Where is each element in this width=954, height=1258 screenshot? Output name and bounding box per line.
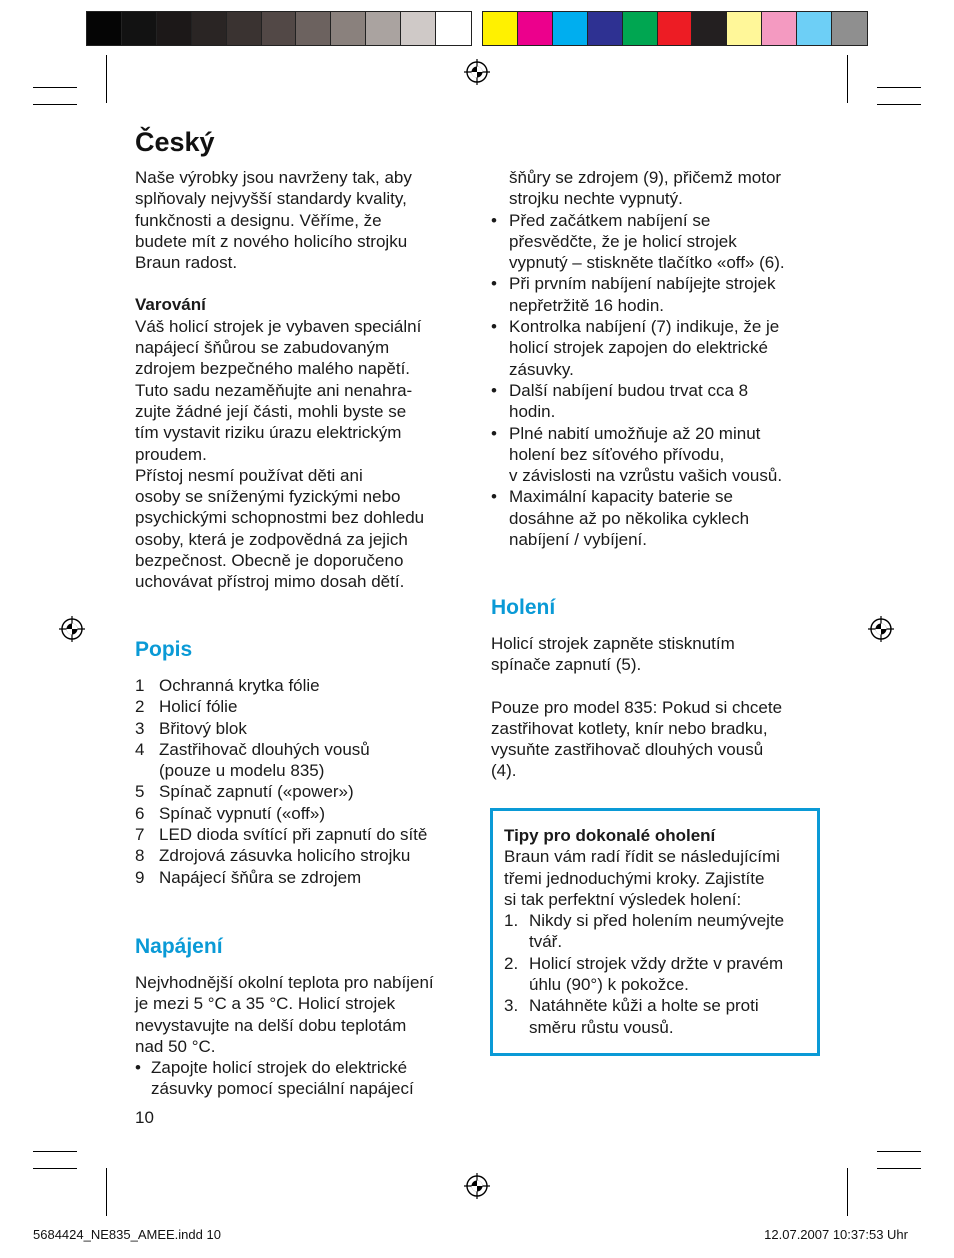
list-item-text (509, 210, 785, 274)
registration-mark-icon (464, 59, 490, 85)
text-line: Holicí strojek vždy držte v pravém (529, 953, 784, 973)
text-line: nepřetržitě 16 hodin. (509, 295, 664, 315)
page-number: 10 (135, 1108, 154, 1127)
crop-mark (33, 1168, 77, 1169)
text-line: psychickými schopnostmi bez dohledu (135, 508, 425, 528)
bullet-glyph: • (491, 487, 497, 507)
item-text (159, 845, 410, 866)
parts-list (135, 675, 475, 888)
text-line: Napájecí šňůra se zdrojem (159, 867, 362, 887)
text-line: Spínač vypnutí («off») (159, 803, 326, 823)
text-line: holení bez síťového přívodu, (509, 444, 725, 464)
item-number: 1 (135, 676, 145, 695)
tips-box (490, 808, 820, 1056)
color-swatch (296, 12, 331, 45)
registration-mark-icon (59, 616, 85, 642)
text-line: šňůry se zdrojem (9), přičemž motor (509, 168, 782, 187)
bullet-glyph: • (491, 274, 497, 294)
text-line: nevystavujte na delší dobu teplotám (135, 1015, 407, 1035)
text-line: Natáhněte kůži a holte se proti (529, 996, 759, 1016)
footer-timestamp: 12.07.2007 10:37:53 Uhr (764, 1227, 908, 1242)
text-line: Břitový blok (159, 718, 247, 738)
list-item-text (509, 486, 749, 550)
list-item (504, 910, 807, 953)
item-text (159, 739, 370, 782)
text-line: (4). (491, 761, 517, 781)
popis-heading: Popis (135, 638, 193, 661)
text-line: Další nabíjení budou trvat cca 8 (509, 380, 749, 400)
list-item-text (509, 423, 782, 487)
item-number: 5 (135, 782, 145, 802)
crop-mark (877, 87, 921, 88)
item-number: 8 (135, 846, 145, 866)
text-line: Braun vám radí řídit se následujícími (504, 847, 780, 867)
list-item (135, 1057, 475, 1100)
bullet-glyph: • (491, 317, 497, 337)
list-item (491, 273, 821, 316)
color-swatch (192, 12, 227, 45)
text-line: vysuňte zastřihovač dlouhých vousů (491, 740, 764, 760)
napajeni-paragraph (135, 972, 475, 1057)
text-line: (pouze u modelu 835) (159, 761, 325, 781)
bullet-glyph: • (491, 210, 497, 230)
crop-mark (33, 104, 77, 105)
holeni-section (491, 633, 821, 782)
item-number: 9 (135, 867, 145, 887)
text-line: proudem. (135, 444, 207, 464)
text-line: zujte žádné její části, mohli byste se (135, 401, 407, 421)
color-swatch (331, 12, 366, 45)
text-line: Maximální kapacity baterie se (509, 487, 733, 507)
napajeni-heading: Napájení (135, 935, 223, 958)
crop-mark (106, 1168, 107, 1216)
text-line: napájecí šňůrou se zabudovaným (135, 338, 390, 358)
text-line: Kontrolka nabíjení (7) indikuje, že je (509, 317, 780, 337)
list-item (135, 845, 475, 866)
color-swatch (483, 12, 518, 45)
continued-paragraph (491, 167, 821, 210)
text-line: spínače zapnutí (5). (491, 655, 642, 675)
charging-bullets (491, 210, 821, 551)
text-line: zásuvky. (509, 359, 574, 379)
text-line: funkčnosti a designu. Věříme, že (135, 210, 382, 230)
list-item (504, 953, 807, 996)
color-swatch (87, 12, 122, 45)
color-swatch (553, 12, 588, 45)
right-column (491, 167, 821, 550)
footer-filename: 5684424_NE835_AMEE.indd 10 (33, 1227, 221, 1242)
gray-color-bar (86, 11, 472, 46)
registration-mark-icon (464, 1173, 490, 1199)
bullet-glyph: • (491, 423, 497, 443)
crop-mark (877, 1151, 921, 1152)
text-line: splňovaly nejvyšší standardy kvality, (135, 189, 407, 209)
text-line: uchovávat přístroj mimo dosah dětí. (135, 572, 405, 592)
text-line: bezpečnost. Obecně je doporučeno (135, 551, 404, 571)
text-line: zastřihovat kotlety, knír nebo bradku, (491, 718, 768, 738)
tips-list (504, 910, 807, 1038)
item-text (159, 675, 320, 696)
text-line: Nejvhodnější okolní teplota pro nabíjení (135, 973, 434, 992)
item-text (159, 867, 361, 888)
text-line: holicí strojek zapojen do elektrické (509, 338, 768, 358)
bullet-glyph: • (491, 380, 497, 400)
text-line: Zdrojová zásuvka holicího strojku (159, 846, 411, 866)
crop-mark (847, 55, 848, 103)
bullet-glyph: • (135, 1058, 141, 1078)
text-line: osoby se sníženými fyzickými nebo (135, 487, 401, 507)
crop-mark (877, 104, 921, 105)
warning-heading: Varování (135, 295, 206, 315)
item-text (159, 696, 237, 717)
item-number: 7 (135, 825, 145, 845)
color-swatch (658, 12, 693, 45)
list-item (135, 739, 475, 782)
item-number: 6 (135, 803, 145, 823)
item-number: 2. (504, 953, 519, 973)
list-item-text (509, 316, 779, 380)
color-swatch (262, 12, 297, 45)
text-line: Tuto sadu nezaměňujte ani nenahra- (135, 380, 413, 400)
text-line: Holicí fólie (159, 697, 238, 717)
item-text (529, 910, 784, 953)
list-item (504, 995, 807, 1038)
item-text (159, 824, 427, 845)
list-item (135, 696, 475, 717)
holeni-model-paragraph (491, 697, 821, 782)
item-text (159, 781, 354, 802)
text-line: Přístoj nesmí používat děti ani (135, 465, 363, 485)
text-line: zásuvky pomocí speciální napájecí (151, 1079, 414, 1099)
text-line: Holicí strojek zapněte stisknutím (491, 634, 735, 653)
holeni-heading: Holení (491, 596, 556, 619)
text-line: Nikdy si před holením neumývejte (529, 911, 785, 931)
left-column (135, 167, 475, 593)
text-line: Spínač zapnutí («power») (159, 782, 354, 802)
item-text (159, 718, 247, 739)
list-item (135, 781, 475, 802)
text-line: osoby, která je zodpovědná za jejich (135, 529, 408, 549)
text-line: Před začátkem nabíjení se (509, 210, 711, 230)
text-line: tím vystavit riziku úrazu elektrickým (135, 423, 402, 443)
text-line: směru růstu vousů. (529, 1017, 674, 1037)
color-swatch (436, 12, 471, 45)
text-line: LED dioda svítící při zapnutí do sítě (159, 825, 428, 845)
text-line: Váš holicí strojek je vybaven speciální (135, 316, 422, 336)
process-color-bar (482, 11, 868, 46)
list-item (135, 718, 475, 739)
color-swatch (401, 12, 436, 45)
color-swatch (518, 12, 553, 45)
text-line: strojku nechte vypnutý. (509, 189, 683, 209)
list-item (135, 803, 475, 824)
list-item (135, 675, 475, 696)
item-number: 3 (135, 718, 145, 738)
text-line: hodin. (509, 402, 556, 422)
page-title: Český (135, 127, 215, 157)
text-line: nabíjení / vybíjení. (509, 530, 647, 550)
text-line: Plné nabití umožňuje až 20 minut (509, 423, 761, 443)
text-line: přesvědčte, že je holicí strojek (509, 231, 737, 251)
list-item-text (509, 273, 775, 316)
item-number: 4 (135, 739, 145, 759)
warning-paragraph (135, 316, 475, 593)
list-item (135, 824, 475, 845)
list-item-text (509, 380, 748, 423)
text-line: třemi jednoduchými kroky. Zajistíte (504, 868, 765, 888)
item-number: 3. (504, 996, 519, 1016)
item-text (159, 803, 325, 824)
text-line: Naše výrobky jsou navrženy tak, aby (135, 168, 412, 187)
text-line: Ochranná krytka fólie (159, 676, 320, 695)
list-item-text (151, 1057, 414, 1100)
registration-mark-icon (868, 616, 894, 642)
text-line: budete mít z nového holicího strojku (135, 231, 408, 251)
text-line: Při prvním nabíjení nabíjejte strojek (509, 274, 776, 294)
list-item (491, 210, 821, 274)
intro-paragraph (135, 167, 475, 273)
color-swatch (588, 12, 623, 45)
text-line: nad 50 °C. (135, 1036, 216, 1056)
crop-mark (877, 1168, 921, 1169)
item-number: 2 (135, 697, 145, 717)
text-line: si tak perfektní výsledek holení: (504, 889, 742, 909)
text-line: tvář. (529, 932, 563, 952)
crop-mark (847, 1168, 848, 1216)
text-line: úhlu (90°) k pokožce. (529, 975, 689, 995)
crop-mark (106, 55, 107, 103)
text-line: v závislosti na vzrůstu vašich vousů. (509, 466, 783, 486)
list-item (491, 486, 821, 550)
popis-list-container (135, 675, 475, 888)
text-line: Zastřihovač dlouhých vousů (159, 739, 370, 759)
text-line: zdrojem bezpečného malého napětí. (135, 359, 411, 379)
text-line: Braun radost. (135, 253, 238, 273)
color-swatch (227, 12, 262, 45)
color-swatch (157, 12, 192, 45)
color-swatch (797, 12, 832, 45)
list-item (491, 380, 821, 423)
napajeni-section (135, 972, 475, 1100)
color-swatch (727, 12, 762, 45)
text-line: je mezi 5 °C a 35 °C. Holicí strojek (135, 994, 396, 1014)
napajeni-bullets (135, 1057, 475, 1100)
color-swatch (366, 12, 401, 45)
list-item (135, 867, 475, 888)
text-line: dosáhne až po několika cyklech (509, 508, 750, 528)
color-swatch (762, 12, 797, 45)
holeni-paragraph (491, 633, 821, 676)
item-text (529, 953, 783, 996)
crop-mark (33, 1151, 77, 1152)
color-swatch (623, 12, 658, 45)
color-swatch (122, 12, 157, 45)
list-item (491, 423, 821, 487)
crop-mark (33, 87, 77, 88)
text-line: vypnutý – stiskněte tlačítko «off» (6). (509, 253, 785, 273)
tips-heading: Tipy pro dokonalé oholení (504, 826, 716, 845)
text-line: Pouze pro model 835: Pokud si chcete (491, 697, 783, 717)
text-line: Zapojte holicí strojek do elektrické (151, 1058, 408, 1078)
color-swatch (832, 12, 867, 45)
item-text (529, 995, 759, 1038)
color-swatch (692, 12, 727, 45)
item-number: 1. (504, 911, 519, 931)
tips-intro (504, 846, 807, 910)
list-item (491, 316, 821, 380)
